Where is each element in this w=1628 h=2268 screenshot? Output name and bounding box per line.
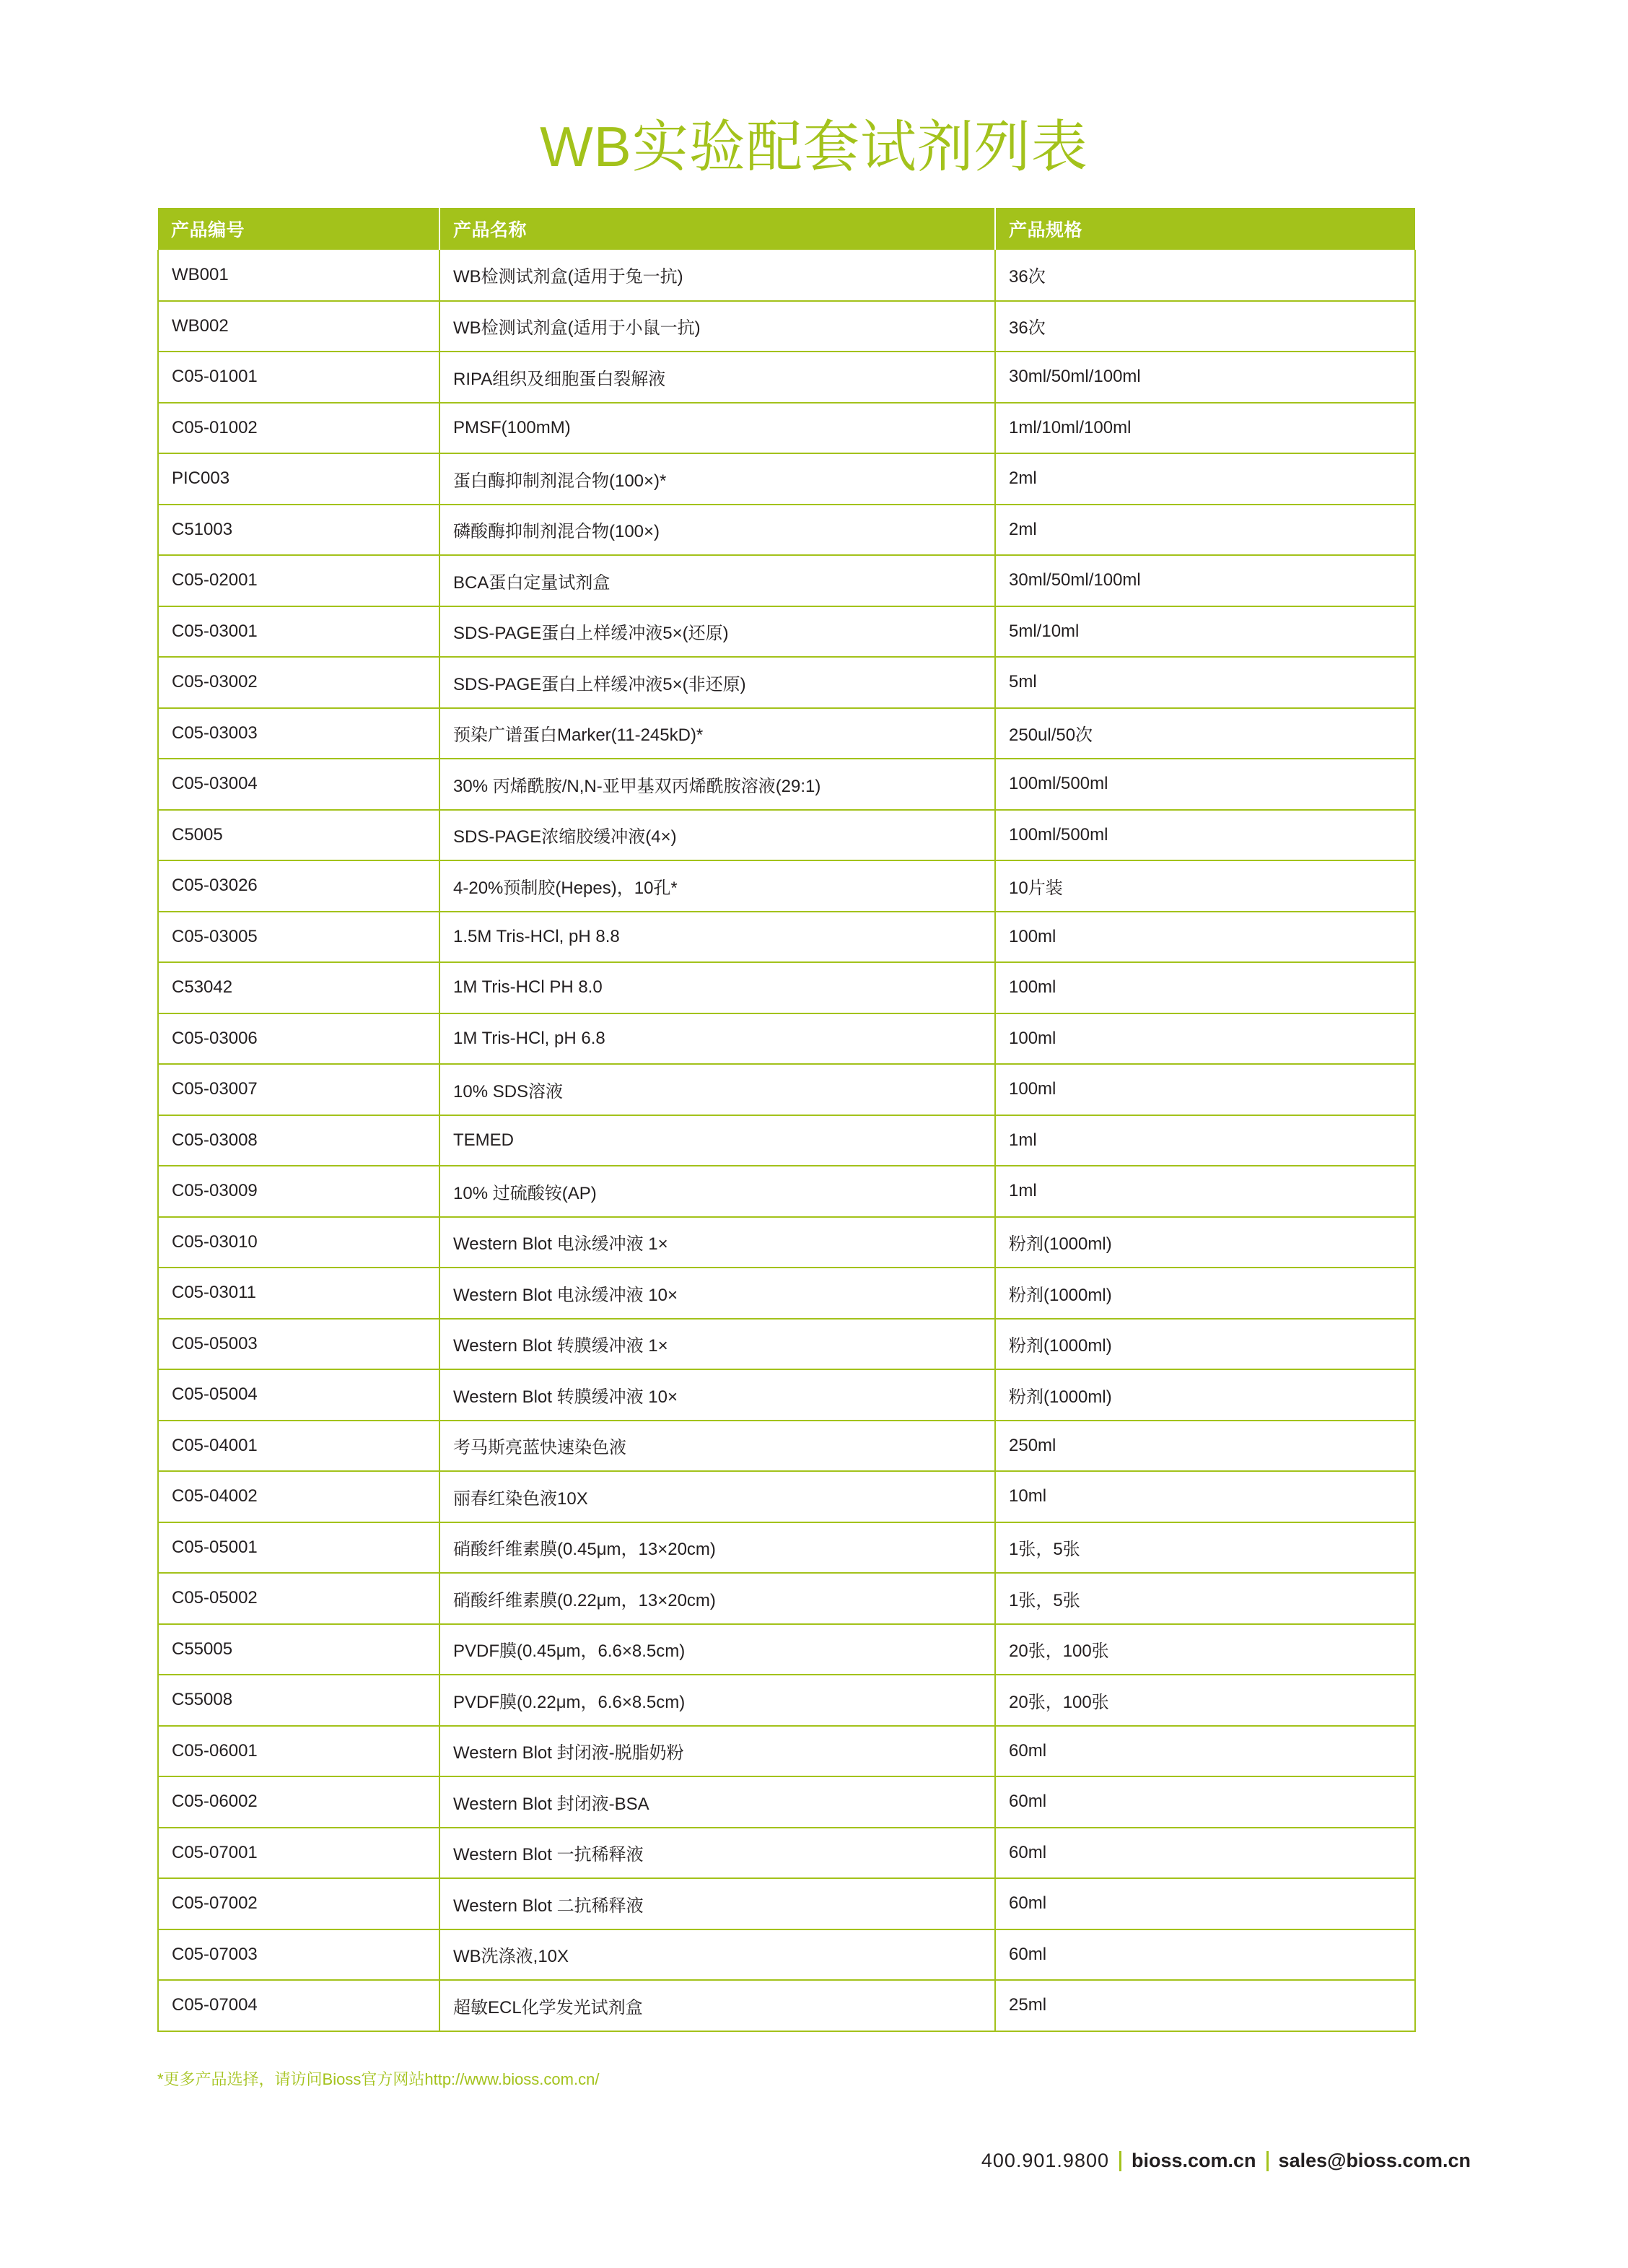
table-row xyxy=(158,1522,1415,1574)
cell-product-spec: 60ml xyxy=(995,1878,1415,1929)
reagent-table xyxy=(157,208,1416,2032)
cell-product-code: C05-07003 xyxy=(158,1929,439,1981)
cell-product-spec: 60ml xyxy=(995,1929,1415,1981)
cell-product-name: 蛋白酶抑制剂混合物(100×)* xyxy=(439,453,995,505)
cell-product-name: Western Blot 电泳缓冲液 10× xyxy=(439,1268,995,1319)
table-row xyxy=(158,1421,1415,1472)
table-row xyxy=(158,250,1415,301)
page-title: WB实验配套试剂列表 xyxy=(540,115,1088,179)
contact-bar xyxy=(981,2150,1471,2172)
column-header-product-name: 产品名称 xyxy=(439,208,995,250)
cell-product-code: C05-03002 xyxy=(158,657,439,708)
cell-product-code: C55008 xyxy=(158,1675,439,1726)
cell-product-code: C05-07001 xyxy=(158,1828,439,1879)
table-row xyxy=(158,1776,1415,1828)
cell-product-spec: 100ml/500ml xyxy=(995,759,1415,810)
table-header-row xyxy=(158,208,1415,250)
table-row xyxy=(158,1980,1415,2031)
cell-product-spec: 100ml xyxy=(995,962,1415,1013)
cell-product-code: C05-03004 xyxy=(158,759,439,810)
cell-product-code: C05-03010 xyxy=(158,1217,439,1268)
cell-product-spec: 1ml xyxy=(995,1115,1415,1166)
cell-product-code: C05-03007 xyxy=(158,1064,439,1115)
cell-product-spec: 1ml xyxy=(995,1166,1415,1217)
cell-product-name: RIPA组织及细胞蛋白裂解液 xyxy=(439,352,995,403)
cell-product-name: 超敏ECL化学发光试剂盒 xyxy=(439,1980,995,2031)
table-row xyxy=(158,1726,1415,1777)
cell-product-code: C05-05002 xyxy=(158,1573,439,1624)
cell-product-code: C55005 xyxy=(158,1624,439,1675)
cell-product-name: WB洗涤液,10X xyxy=(439,1929,995,1981)
cell-product-code: C05-07002 xyxy=(158,1878,439,1929)
contact-separator-icon xyxy=(1119,2151,1121,2171)
cell-product-name: SDS-PAGE蛋白上样缓冲液5×(还原) xyxy=(439,606,995,658)
cell-product-code: C05-01002 xyxy=(158,403,439,454)
table-row xyxy=(158,860,1415,912)
cell-product-name: 磷酸酶抑制剂混合物(100×) xyxy=(439,505,995,556)
column-header-product-code: 产品编号 xyxy=(158,208,439,250)
cell-product-spec: 250ul/50次 xyxy=(995,708,1415,759)
table-body xyxy=(158,250,1415,2031)
table-row xyxy=(158,1573,1415,1624)
cell-product-name: SDS-PAGE浓缩胶缓冲液(4×) xyxy=(439,810,995,861)
table-row xyxy=(158,1471,1415,1522)
cell-product-name: Western Blot 一抗稀释液 xyxy=(439,1828,995,1879)
cell-product-code: C05-03011 xyxy=(158,1268,439,1319)
cell-product-name: 预染广谱蛋白Marker(11-245kD)* xyxy=(439,708,995,759)
cell-product-spec: 60ml xyxy=(995,1828,1415,1879)
cell-product-name: PVDF膜(0.45μm，6.6×8.5cm) xyxy=(439,1624,995,1675)
table-row xyxy=(158,810,1415,861)
table-row xyxy=(158,403,1415,454)
cell-product-spec: 30ml/50ml/100ml xyxy=(995,555,1415,606)
cell-product-name: WB检测试剂盒(适用于兔一抗) xyxy=(439,250,995,301)
cell-product-spec: 5ml/10ml xyxy=(995,606,1415,658)
cell-product-code: C05-05004 xyxy=(158,1369,439,1421)
table-row xyxy=(158,1217,1415,1268)
cell-product-code: C05-03026 xyxy=(158,860,439,912)
cell-product-spec: 1ml/10ml/100ml xyxy=(995,403,1415,454)
table-row xyxy=(158,1319,1415,1370)
cell-product-code: C05-06001 xyxy=(158,1726,439,1777)
cell-product-spec: 100ml xyxy=(995,1013,1415,1065)
cell-product-name: SDS-PAGE蛋白上样缓冲液5×(非还原) xyxy=(439,657,995,708)
cell-product-spec: 25ml xyxy=(995,1980,1415,2031)
cell-product-name: 4-20%预制胶(Hepes)，10孔* xyxy=(439,860,995,912)
table-row xyxy=(158,759,1415,810)
cell-product-code: C5005 xyxy=(158,810,439,861)
cell-product-spec: 60ml xyxy=(995,1726,1415,1777)
cell-product-name: Western Blot 二抗稀释液 xyxy=(439,1878,995,1929)
cell-product-code: C51003 xyxy=(158,505,439,556)
contact-separator-icon xyxy=(1266,2151,1269,2171)
table-row xyxy=(158,912,1415,963)
cell-product-code: C05-02001 xyxy=(158,555,439,606)
table-row xyxy=(158,606,1415,658)
table-row xyxy=(158,1013,1415,1065)
cell-product-code: C05-03009 xyxy=(158,1166,439,1217)
cell-product-code: WB001 xyxy=(158,250,439,301)
table-row xyxy=(158,1064,1415,1115)
cell-product-spec: 100ml xyxy=(995,1064,1415,1115)
cell-product-name: Western Blot 转膜缓冲液 10× xyxy=(439,1369,995,1421)
contact-email[interactable]: sales@bioss.com.cn xyxy=(1278,2150,1471,2171)
cell-product-code: C05-05001 xyxy=(158,1522,439,1574)
cell-product-name: 考马斯亮蓝快速染色液 xyxy=(439,1421,995,1472)
contact-website[interactable]: bioss.com.cn xyxy=(1132,2150,1256,2171)
table-row xyxy=(158,453,1415,505)
cell-product-spec: 2ml xyxy=(995,453,1415,505)
cell-product-spec: 100ml/500ml xyxy=(995,810,1415,861)
table-row xyxy=(158,505,1415,556)
cell-product-code: C05-03008 xyxy=(158,1115,439,1166)
cell-product-name: 1M Tris-HCl, pH 6.8 xyxy=(439,1013,995,1065)
cell-product-code: C05-07004 xyxy=(158,1980,439,2031)
footnote: *更多产品选择，请访问Bioss官方网站http://www.bioss.com.cn/ xyxy=(157,2070,600,2088)
cell-product-spec: 36次 xyxy=(995,250,1415,301)
cell-product-code: C05-03003 xyxy=(158,708,439,759)
cell-product-code: WB002 xyxy=(158,301,439,352)
table-row xyxy=(158,1369,1415,1421)
table-row xyxy=(158,708,1415,759)
cell-product-name: BCA蛋白定量试剂盒 xyxy=(439,555,995,606)
cell-product-name: 1.5M Tris-HCl, pH 8.8 xyxy=(439,912,995,963)
cell-product-spec: 60ml xyxy=(995,1776,1415,1828)
cell-product-code: C05-04001 xyxy=(158,1421,439,1472)
table-row xyxy=(158,1675,1415,1726)
cell-product-spec: 1张，5张 xyxy=(995,1573,1415,1624)
column-header-product-spec: 产品规格 xyxy=(995,208,1415,250)
table-header xyxy=(158,208,1415,250)
table-row xyxy=(158,962,1415,1013)
cell-product-spec: 36次 xyxy=(995,301,1415,352)
cell-product-name: 丽春红染色液10X xyxy=(439,1471,995,1522)
cell-product-name: 硝酸纤维素膜(0.45μm，13×20cm) xyxy=(439,1522,995,1574)
cell-product-spec: 10ml xyxy=(995,1471,1415,1522)
cell-product-spec: 粉剂(1000ml) xyxy=(995,1217,1415,1268)
cell-product-name: Western Blot 封闭液-脱脂奶粉 xyxy=(439,1726,995,1777)
cell-product-spec: 30ml/50ml/100ml xyxy=(995,352,1415,403)
cell-product-name: 1M Tris-HCl PH 8.0 xyxy=(439,962,995,1013)
cell-product-name: PMSF(100mM) xyxy=(439,403,995,454)
cell-product-spec: 1张，5张 xyxy=(995,1522,1415,1574)
cell-product-spec: 10片装 xyxy=(995,860,1415,912)
cell-product-name: WB检测试剂盒(适用于小鼠一抗) xyxy=(439,301,995,352)
cell-product-name: 10% 过硫酸铵(AP) xyxy=(439,1166,995,1217)
cell-product-name: 30% 丙烯酰胺/N,N-亚甲基双丙烯酰胺溶液(29:1) xyxy=(439,759,995,810)
cell-product-code: C05-03001 xyxy=(158,606,439,658)
table-row xyxy=(158,1878,1415,1929)
table-row xyxy=(158,1929,1415,1981)
cell-product-spec: 粉剂(1000ml) xyxy=(995,1369,1415,1421)
cell-product-name: 硝酸纤维素膜(0.22μm，13×20cm) xyxy=(439,1573,995,1624)
cell-product-code: C05-01001 xyxy=(158,352,439,403)
table-row xyxy=(158,1166,1415,1217)
table-row xyxy=(158,1828,1415,1879)
cell-product-name: TEMED xyxy=(439,1115,995,1166)
table-row xyxy=(158,1268,1415,1319)
table-row xyxy=(158,1115,1415,1166)
cell-product-spec: 100ml xyxy=(995,912,1415,963)
cell-product-spec: 20张，100张 xyxy=(995,1675,1415,1726)
cell-product-name: Western Blot 封闭液-BSA xyxy=(439,1776,995,1828)
cell-product-name: PVDF膜(0.22μm，6.6×8.5cm) xyxy=(439,1675,995,1726)
table-row xyxy=(158,352,1415,403)
cell-product-spec: 20张，100张 xyxy=(995,1624,1415,1675)
cell-product-name: Western Blot 电泳缓冲液 1× xyxy=(439,1217,995,1268)
table-row xyxy=(158,657,1415,708)
cell-product-code: C05-04002 xyxy=(158,1471,439,1522)
cell-product-name: 10% SDS溶液 xyxy=(439,1064,995,1115)
cell-product-code: PIC003 xyxy=(158,453,439,505)
cell-product-code: C05-03006 xyxy=(158,1013,439,1065)
cell-product-code: C53042 xyxy=(158,962,439,1013)
table-row xyxy=(158,555,1415,606)
reagent-table-container xyxy=(157,208,1414,2032)
contact-phone: 400.901.9800 xyxy=(981,2150,1109,2171)
cell-product-code: C05-05003 xyxy=(158,1319,439,1370)
table-row xyxy=(158,1624,1415,1675)
cell-product-spec: 5ml xyxy=(995,657,1415,708)
cell-product-name: Western Blot 转膜缓冲液 1× xyxy=(439,1319,995,1370)
cell-product-spec: 粉剂(1000ml) xyxy=(995,1268,1415,1319)
cell-product-code: C05-06002 xyxy=(158,1776,439,1828)
cell-product-spec: 2ml xyxy=(995,505,1415,556)
table-row xyxy=(158,301,1415,352)
cell-product-spec: 粉剂(1000ml) xyxy=(995,1319,1415,1370)
cell-product-code: C05-03005 xyxy=(158,912,439,963)
cell-product-spec: 250ml xyxy=(995,1421,1415,1472)
